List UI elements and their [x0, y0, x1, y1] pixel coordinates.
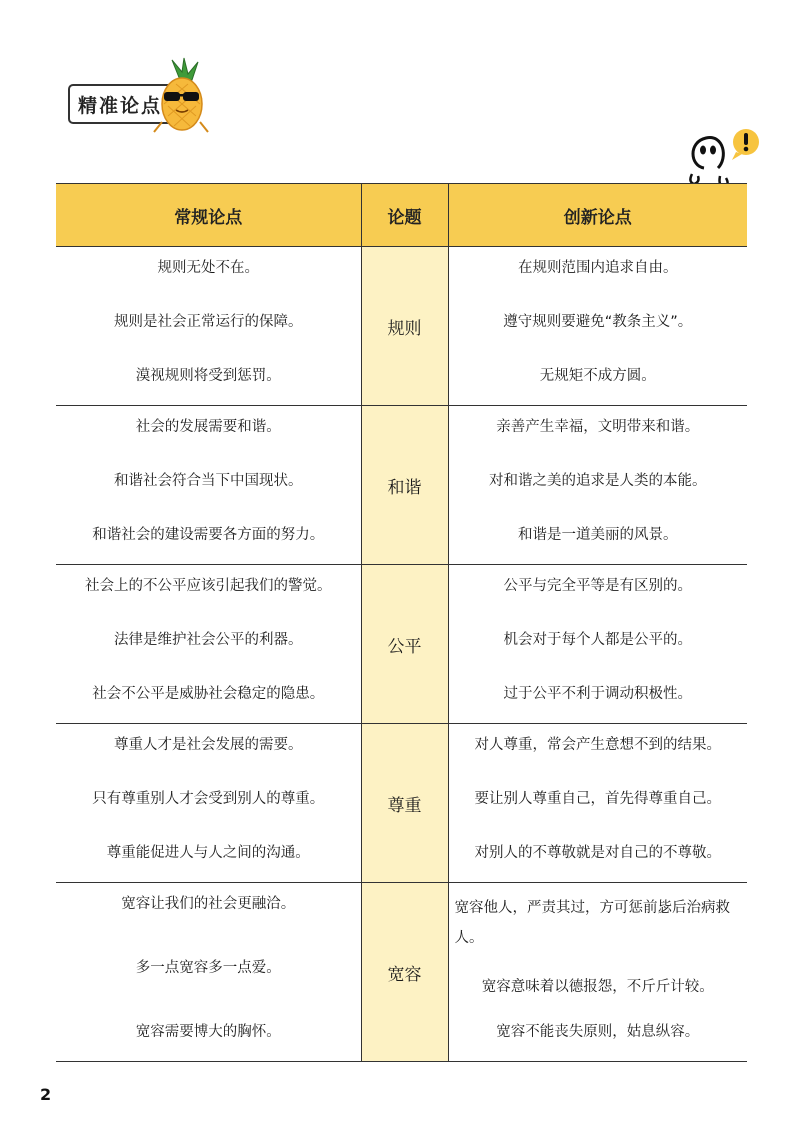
innovative-point: 过于公平不利于调动积极性。 — [503, 686, 692, 702]
conventional-cell — [56, 565, 361, 724]
conventional-point: 漠视规则将受到惩罚。 — [135, 368, 281, 384]
table-row — [56, 247, 747, 406]
table-row — [56, 724, 747, 883]
innovative-cell — [448, 565, 747, 724]
conventional-point: 尊重能促进人与人之间的沟通。 — [106, 845, 310, 861]
innovative-cell — [448, 247, 747, 406]
conventional-point: 宽容需要博大的胸怀。 — [135, 1024, 281, 1040]
conventional-cell — [56, 883, 361, 1062]
conventional-point: 社会的发展需要和谐。 — [135, 419, 281, 435]
topic-cell: 规则 — [361, 247, 448, 406]
argument-table — [56, 183, 747, 1062]
innovative-point: 机会对于每个人都是公平的。 — [503, 632, 692, 648]
innovative-point: 在规则范围内追求自由。 — [518, 260, 678, 276]
header-topic: 论题 — [361, 184, 448, 247]
innovative-cell — [448, 724, 747, 883]
conventional-point: 多一点宽容多一点爱。 — [135, 960, 281, 976]
topic-cell: 公平 — [361, 565, 448, 724]
innovative-cell — [448, 406, 747, 565]
innovative-point: 遵守规则要避免“教条主义”。 — [503, 314, 693, 330]
header-innovative: 创新论点 — [448, 184, 747, 247]
conventional-cell — [56, 247, 361, 406]
innovative-point: 宽容不能丧失原则，姑息纵容。 — [496, 1024, 700, 1040]
table-row — [56, 883, 747, 1062]
topic-cell: 尊重 — [361, 724, 448, 883]
conventional-cell — [56, 406, 361, 565]
table-header-row — [56, 184, 747, 247]
innovative-point: 和谐是一道美丽的风景。 — [518, 527, 678, 543]
header-conventional: 常规论点 — [56, 184, 361, 247]
innovative-point: 公平与完全平等是有区别的。 — [503, 578, 692, 594]
conventional-point: 社会不公平是威胁社会稳定的隐患。 — [92, 686, 325, 702]
topic-cell: 宽容 — [361, 883, 448, 1062]
innovative-cell — [448, 883, 747, 1062]
innovative-point: 无规矩不成方圆。 — [539, 368, 656, 384]
table-row — [56, 565, 747, 724]
conventional-point: 法律是维护社会公平的利器。 — [114, 632, 303, 648]
table-row — [56, 406, 747, 565]
conventional-point: 尊重人才是社会发展的需要。 — [114, 737, 303, 753]
badge-label: 精准论点 — [78, 94, 163, 117]
conventional-point: 宽容让我们的社会更融洽。 — [121, 896, 296, 912]
conventional-point: 社会上的不公平应该引起我们的警觉。 — [85, 578, 332, 594]
conventional-point: 和谐社会的建设需要各方面的努力。 — [92, 527, 325, 543]
conventional-point: 和谐社会符合当下中国现状。 — [114, 473, 303, 489]
conventional-point: 只有尊重别人才会受到别人的尊重。 — [92, 791, 325, 807]
innovative-point: 亲善产生幸福，文明带来和谐。 — [496, 419, 700, 435]
innovative-point: 对别人的不尊敬就是对自己的不尊敬。 — [474, 845, 721, 861]
innovative-point: 对和谐之美的追求是人类的本能。 — [489, 473, 707, 489]
innovative-point: 要让别人尊重自己，首先得尊重自己。 — [474, 791, 721, 807]
topic-cell: 和谐 — [361, 406, 448, 565]
innovative-point: 宽容意味着以德报怨，不斤斤计较。 — [481, 979, 714, 995]
conventional-cell — [56, 724, 361, 883]
pineapple-sunglasses-icon — [150, 56, 212, 134]
innovative-point: 对人尊重，常会产生意想不到的结果。 — [474, 737, 721, 753]
conventional-point: 规则是社会正常运行的保障。 — [114, 314, 303, 330]
conventional-point: 规则无处不在。 — [157, 260, 259, 276]
innovative-point: 宽容他人，严责其过，方可惩前毖后治病救人。 — [454, 900, 730, 946]
page-number: 2 — [40, 1085, 52, 1104]
